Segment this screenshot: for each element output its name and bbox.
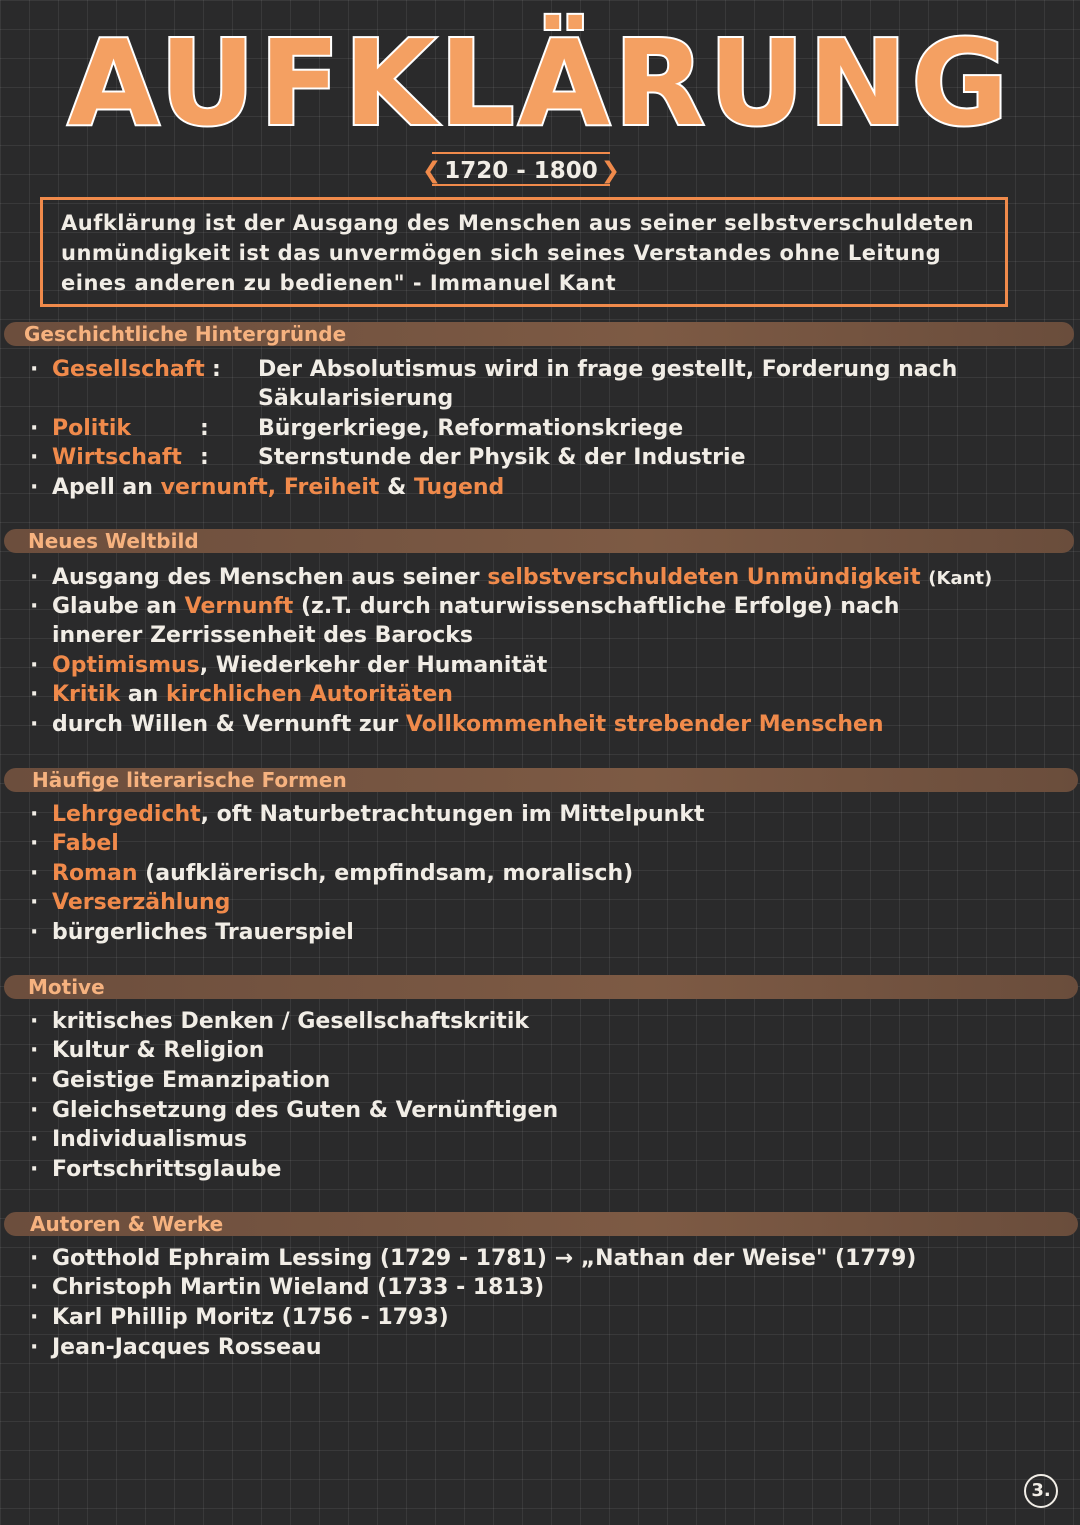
list-item: · Optimismus, Wiederkehr der Humanität: [30, 653, 548, 678]
list-item: · Politik : Bürgerkriege, Reformationskriege: [30, 414, 683, 444]
list-item: · Glaube an Vernunft (z.T. durch naturwissenschaftliche Erfolge) nach: [30, 594, 900, 619]
list-item: · bürgerliches Trauerspiel: [30, 920, 354, 945]
list-item: · Fortschrittsglaube: [30, 1157, 282, 1182]
list-item: · Gesellschaft : Der Absolutismus wird in frage gestellt, Forderung nach: [30, 355, 957, 385]
kant-quote-box: [40, 197, 1008, 307]
chevron-left-icon: ❮: [422, 158, 442, 184]
list-item: · Geistige Emanzipation: [30, 1068, 331, 1093]
politik-label: Politik: [52, 416, 132, 441]
list-item: · Gleichsetzung des Guten & Vernünftigen: [30, 1098, 559, 1123]
list-item: · Ausgang des Menschen aus seiner selbstverschuldeten Unmündigkeit (Kant): [30, 565, 993, 590]
gesellschaft-text: Der Absolutismus wird in frage gestellt, Forderung nach: [258, 357, 958, 382]
list-item: · Wirtschaft : Sternstunde der Physik & der Industrie: [30, 443, 746, 473]
list-item: · kritisches Denken / Gesellschaftskritik: [30, 1009, 529, 1034]
list-item: · Christoph Martin Wieland (1733 - 1813): [30, 1275, 545, 1300]
section-title-formen: Häufige literarische Formen: [32, 768, 347, 792]
list-item: · Individualismus: [30, 1127, 248, 1152]
list-item-cont: Säkularisierung: [258, 386, 454, 411]
page-number: 3.: [1024, 1474, 1058, 1508]
wirtschaft-label: Wirtschaft: [52, 445, 182, 470]
list-item: · Lehrgedicht, oft Naturbetrachtungen im Mittelpunkt: [30, 802, 705, 827]
quote-line: unmündigkeit ist das unvermögen sich seines Verstandes ohne Leitung: [61, 241, 942, 265]
list-item: · Apell an vernunft, Freiheit & Tugend: [30, 475, 505, 500]
list-item: · durch Willen & Vernunft zur Vollkommenheit strebender Menschen: [30, 712, 884, 737]
section-title-weltbild: Neues Weltbild: [28, 529, 199, 553]
section-bar: [4, 975, 1078, 999]
list-item: · Karl Phillip Moritz (1756 - 1793): [30, 1305, 449, 1330]
gesellschaft-label: Gesellschaft: [52, 357, 205, 382]
section-title-geschichte: Geschichtliche Hintergründe: [24, 322, 347, 346]
politik-text: Bürgerkriege, Reformationskriege: [258, 416, 684, 441]
list-item: · Jean-Jacques Rosseau: [30, 1335, 322, 1360]
wirtschaft-text: Sternstunde der Physik & der Industrie: [258, 445, 746, 470]
quote-line: Aufklärung ist der Ausgang des Menschen aus seiner selbstverschuldeten: [61, 211, 975, 235]
list-item: · Roman (aufklärerisch, empfindsam, moralisch): [30, 861, 634, 886]
list-item: · Kultur & Religion: [30, 1038, 265, 1063]
date-range: [422, 152, 620, 186]
list-item: · Gotthold Ephraim Lessing (1729 - 1781) → „Nathan der Weise" (1779): [30, 1246, 917, 1271]
section-title-autoren: Autoren & Werke: [30, 1212, 224, 1236]
page-title: AUFKLÄRUNG: [67, 14, 1013, 152]
list-item: · Verserzählung: [30, 890, 231, 915]
date-range-text: 1720 - 1800: [444, 158, 598, 184]
section-title-motive: Motive: [28, 975, 105, 999]
chevron-right-icon: ❯: [600, 158, 620, 184]
list-item: · Fabel: [30, 831, 119, 856]
quote-line: eines anderen zu bedienen" - Immanuel Kant: [61, 271, 617, 295]
list-item-cont: innerer Zerrissenheit des Barocks: [52, 623, 474, 648]
list-item: · Kritik an kirchlichen Autoritäten: [30, 682, 453, 707]
